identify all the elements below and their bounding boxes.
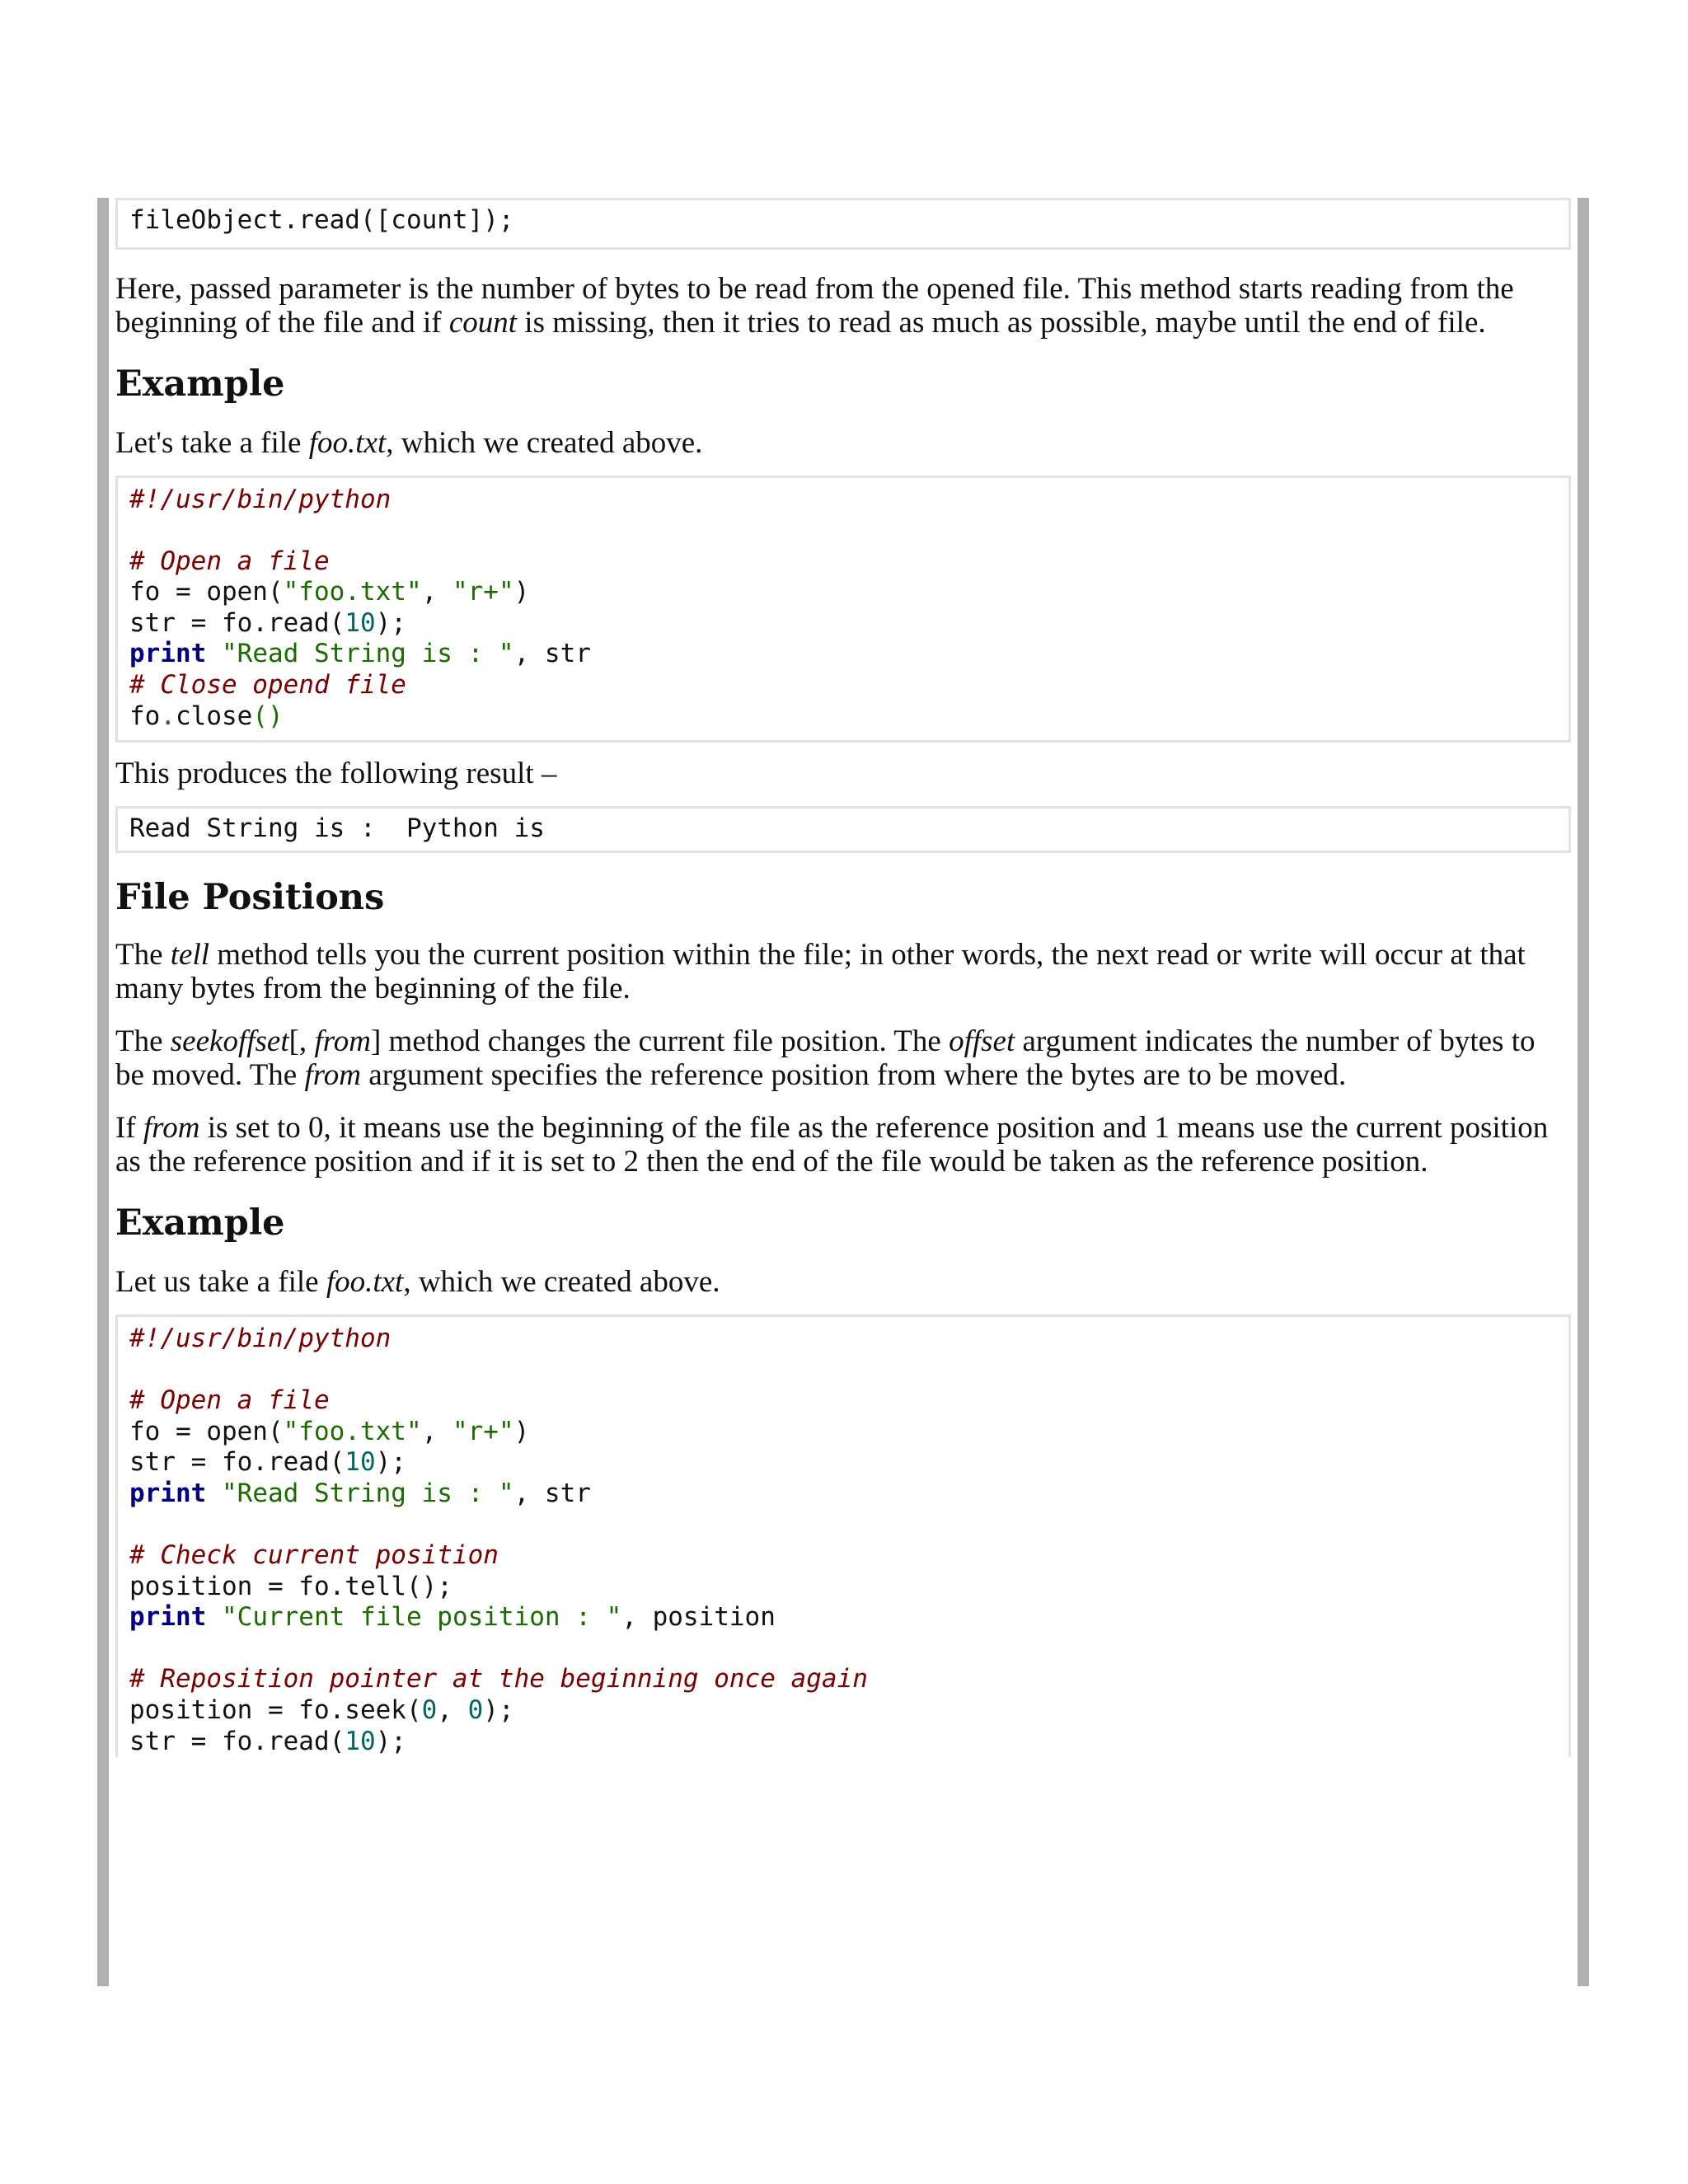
paragraph-take-file: Let's take a file foo.txt, which we created above. (115, 426, 703, 460)
code-line: fo = open("foo.txt", "r+") (129, 1416, 530, 1446)
code-line: Read String is : Python is (129, 813, 545, 843)
document-page (97, 198, 1589, 1986)
code-blank-line (129, 515, 1557, 546)
paragraph-result-intro: This produces the following result – (115, 757, 557, 791)
code-comment: # Reposition pointer at the beginning once again (129, 1664, 868, 1694)
code-line: position = fo.tell(); (129, 1571, 452, 1601)
code-line: print "Read String is : ", str (129, 639, 591, 669)
emphasis-tell: tell (170, 938, 210, 972)
code-line: str = fo.read(10); (129, 1447, 406, 1478)
paragraph-read-description: Here, passed parameter is the number of bytes to be read from the opened file. This method starts reading from the beginning of the file and if count is missing, then it tries to read as much as possible, maybe until the end of file. (115, 272, 1514, 340)
code-line: print "Current file position : ", position (129, 1602, 776, 1633)
code-line: str = fo.read(10); (129, 607, 406, 638)
code-comment: # Close opend file (129, 670, 406, 701)
emphasis-filename: foo.txt (326, 1265, 404, 1300)
emphasis-seekoffset: seekoffset (170, 1024, 289, 1059)
code-comment: #!/usr/bin/python (129, 484, 392, 514)
emphasis-from: from (143, 1111, 200, 1146)
heading-file-positions: File Positions (115, 877, 385, 919)
emphasis-offset: offset (949, 1024, 1015, 1059)
code-line: str = fo.read(10); (129, 1726, 406, 1756)
code-comment: # Check current position (129, 1540, 499, 1570)
emphasis-count: count (448, 305, 518, 340)
code-line: fo = open("foo.txt", "r+") (129, 577, 530, 607)
code-blank-line (129, 1354, 1557, 1385)
paragraph-take-file: Let us take a file foo.txt, which we created above. (115, 1265, 720, 1300)
code-block-signature (115, 198, 1571, 250)
code-blank-line (129, 1633, 1557, 1665)
emphasis-filename: foo.txt (308, 426, 387, 460)
code-comment: #!/usr/bin/python (129, 1323, 392, 1353)
heading-example: Example (115, 363, 285, 405)
emphasis-from: from (314, 1024, 371, 1059)
heading-example: Example (115, 1202, 285, 1244)
paragraph-from-values: If from is set to 0, it means use the beginning of the file as the reference position and 1 means use the current position as the reference position and if it is set to 2 then the end of the file would be taken as the reference position. (115, 1111, 1549, 1179)
code-block-example-read (115, 476, 1571, 743)
code-line: fo.close() (129, 701, 284, 731)
code-line: position = fo.seek(0, 0); (129, 1694, 514, 1725)
code-comment: # Open a file (129, 1385, 330, 1416)
code-blank-line (129, 1509, 1557, 1540)
document-content (109, 198, 1578, 1757)
code-block-example-seek (115, 1315, 1571, 1757)
paragraph-tell-method: The tell method tells you the current position within the file; in other words, the next read or write will occur at that many bytes from the beginning of the file. (115, 938, 1526, 1005)
code-block-output (115, 806, 1571, 854)
code-line: print "Read String is : ", str (129, 1478, 591, 1508)
code-comment: # Open a file (129, 546, 330, 576)
emphasis-from: from (304, 1057, 362, 1092)
paragraph-seek-method: The seekoffset[, from] method changes the current file position. The offset argument indicates the number of bytes to be moved. The from argument specifies the reference position from where the bytes are to be moved. (115, 1024, 1536, 1092)
code-line: fileObject.read([count]); (129, 205, 514, 235)
